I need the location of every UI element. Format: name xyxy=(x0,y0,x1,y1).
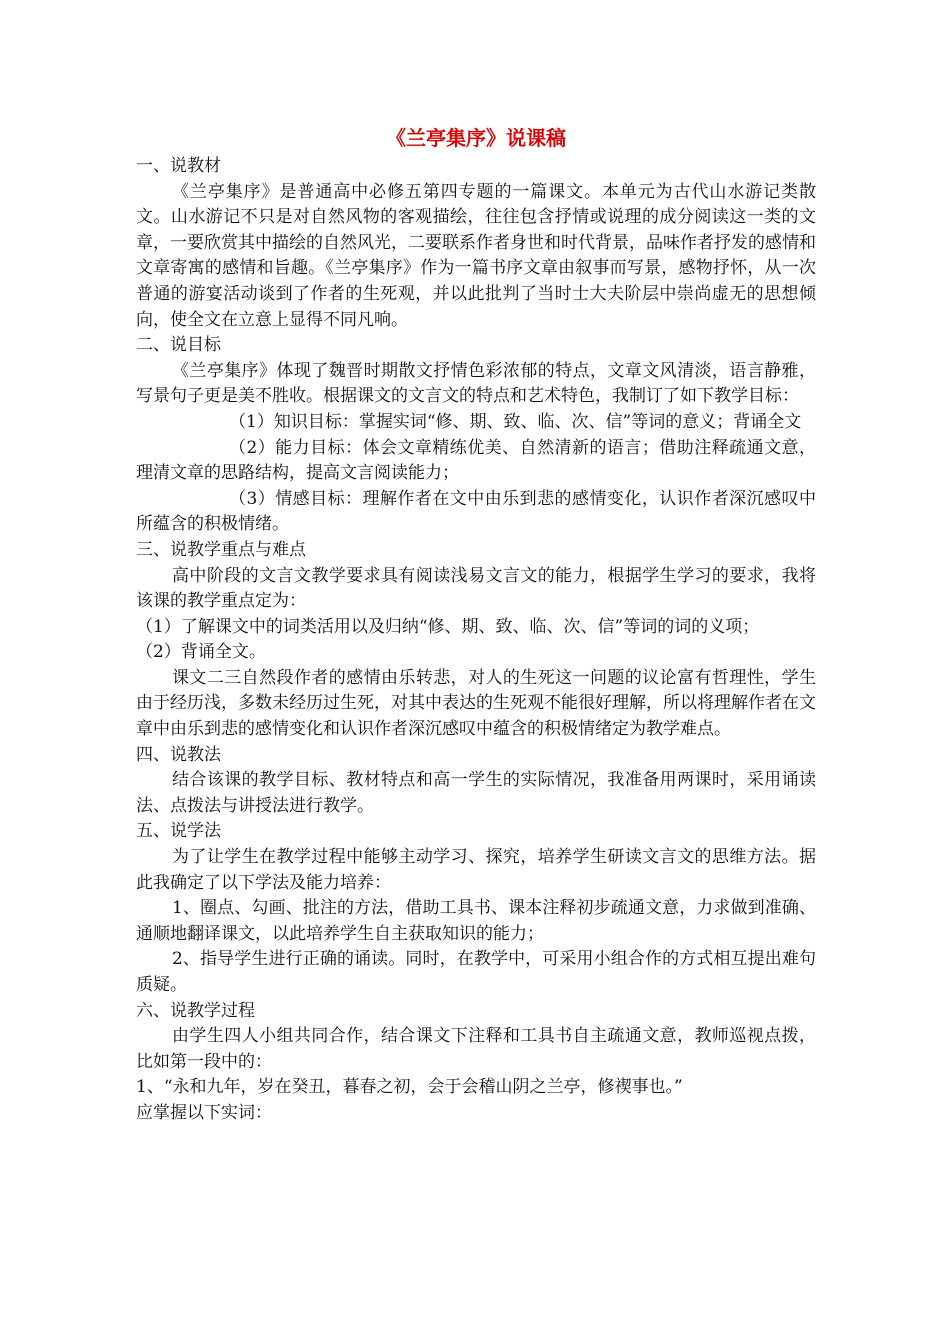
paragraph: 结合该课的教学目标、教材特点和高一学生的实际情况，我准备用两课时，采用诵读法、点拨法与讲授法进行教学。 xyxy=(136,770,816,816)
section-heading-teaching-process: 六、说教学过程 xyxy=(136,1000,255,1021)
paragraph: 《兰亭集序》是普通高中必修五第四专题的一篇课文。本单元为古代山水游记类散文。山水游记不只是对自然风物的客观描绘，往往包含抒情或说理的成分阅读这一类的文章，一要欣赏其中描绘的自然风光，二要联系作者身世和时代背景，品味作者抒发的感情和文章寄寓的感情和旨趣。《兰亭集序》作为一篇书序文章由叙事而写景，感物抒怀，从一次普通的游宴活动谈到了作者的生死观，并以此批判了当时士大夫阶层中崇尚虚无的思想倾向，使全文在立意上显得不同凡响。 xyxy=(136,181,816,330)
list-item: （1）了解课文中的词类活用以及归纳“修、期、致、临、次、信”等词的词的义项； xyxy=(136,616,760,637)
paragraph: 《兰亭集序》体现了魏晋时期散文抒情色彩浓郁的特点，文章文风清淡，语言静雅，写景句子更是美不胜收。根据课文的文言文的特点和艺术特色，我制订了如下教学目标： xyxy=(136,360,816,407)
section-heading-teaching-method: 四、说教法 xyxy=(136,744,221,765)
objective-knowledge: （1）知识目标：掌握实词“修、期、致、临、次、信”等词的意义；背诵全文 xyxy=(229,411,802,432)
document-body xyxy=(136,124,816,1127)
paragraph: 为了让学生在教学过程中能够主动学习、探究，培养学生研读文言文的思维方法。据此我确定了以下学法及能力培养： xyxy=(136,847,816,893)
list-item: 2、指导学生进行正确的诵读。同时，在教学中，可采用小组合作的方式相互提出难句质疑。 xyxy=(136,949,816,995)
list-item: 1、圈点、勾画、批注的方法，借助工具书、课本注释初步疏通文意，力求做到准确、通顺地翻译课文，以此培养学生自主获取知识的能力； xyxy=(136,898,816,944)
section-heading-objectives: 二、说目标 xyxy=(136,335,221,356)
paragraph: 课文二三自然段作者的感情由乐转悲，对人的生死这一问题的议论富有哲理性，学生由于经历浅，多数未经历过生死，对其中表达的生死观不能很好理解，所以将理解作者在文章中由乐到悲的感情变化和认识作者深沉感叹中蕴含的积极情绪定为教学难点。 xyxy=(136,667,816,740)
list-item: 1、“永和九年，岁在癸丑，暮春之初，会于会稽山阴之兰亭，修禊事也。” xyxy=(136,1077,683,1098)
paragraph: 由学生四人小组共同合作，结合课文下注释和工具书自主疏通文意，教师巡视点拨，比如第一段中的： xyxy=(136,1026,816,1072)
list-item: 应掌握以下实词： xyxy=(136,1102,272,1123)
section-heading-key-points: 三、说教学重点与难点 xyxy=(136,539,306,560)
paragraph: 高中阶段的文言文教学要求具有阅读浅易文言文的能力，根据学生学习的要求，我将该课的教学重点定为： xyxy=(136,565,816,612)
objective-ability: （2）能力目标：体会文章精练优美、自然清新的语言；借助注释疏通文意，理清文章的思路结构，提高文言阅读能力； xyxy=(136,437,816,484)
section-heading-learning-method: 五、说学法 xyxy=(136,821,221,842)
objective-emotion: （3）情感目标：理解作者在文中由乐到悲的感情变化，认识作者深沉感叹中所蕴含的积极情绪。 xyxy=(136,488,816,535)
document-title: 《兰亭集序》说课稿 xyxy=(386,126,566,150)
section-heading-teaching-material: 一、说教材 xyxy=(136,156,221,176)
list-item: （2）背诵全文。 xyxy=(136,642,266,663)
